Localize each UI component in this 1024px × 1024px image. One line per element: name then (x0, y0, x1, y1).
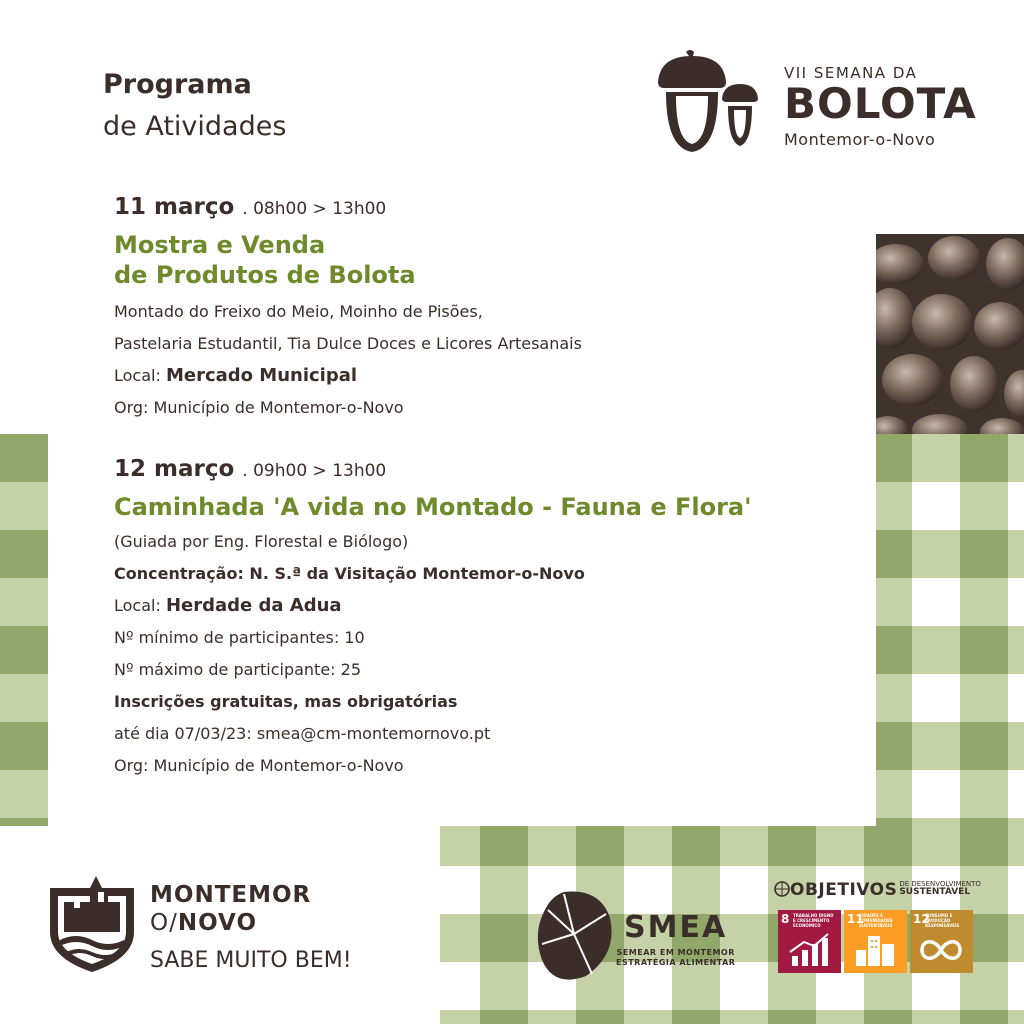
program-title-line2: de Atividades (103, 111, 287, 142)
event-2-registration: Inscrições gratuitas, mas obrigatórias (114, 692, 458, 711)
growth-chart-icon (788, 932, 830, 968)
infinity-loop-icon (920, 932, 962, 968)
event-2-local (114, 590, 585, 622)
seed-icon (534, 884, 614, 984)
acorn-icon (652, 48, 776, 156)
municipality-slogan: SABE MUITO BEM! (150, 948, 352, 973)
event-1-producers-line2: Pastelaria Estudantil, Tia Dulce Doces e Licores Artesanais (114, 334, 582, 353)
smea-tagline (616, 948, 735, 968)
sdg-tile-8-caption: TRABALHO DIGNO E CRESCIMENTO ECONÓMICO (793, 913, 834, 928)
sdg-tile-11-number: 11 (847, 912, 864, 926)
sdg-tile-12 (910, 910, 973, 973)
event-1-title-line2: de Produtos de Bolota (114, 261, 416, 289)
event-2-meeting-point: Concentração: N. S.ª da Visitação Montemor-o-Novo (114, 564, 585, 583)
sdg-tile-12-number: 12 (913, 912, 930, 926)
event-2 (114, 456, 386, 482)
sdg-tile-12-caption: CONSUMO E PRODUÇÃO RESPONSÁVEIS (925, 913, 960, 928)
event-2-deadline: até dia 07/03/23: smea@cm-montemornovo.pt (114, 724, 491, 743)
event-1-date: 11 março (114, 194, 235, 220)
event-2-min-participants: Nº mínimo de participantes: 10 (114, 628, 365, 647)
semana-edition: VII SEMANA DA (784, 64, 918, 82)
event-2-date: 12 março (114, 456, 235, 482)
event-1-local (114, 360, 582, 392)
montemor-logo (46, 862, 406, 982)
event-1-title-line1: Mostra e Venda (114, 231, 326, 259)
event-1-org: Org: Município de Montemor-o-Novo (114, 398, 404, 417)
event-1-details (114, 296, 582, 424)
municipality-name-line1: MONTEMOR (150, 882, 312, 908)
event-2-max-participants: Nº máximo de participante: 25 (114, 660, 361, 679)
city-buildings-icon (854, 932, 896, 968)
sdg-subtitle-line1: DE DESENVOLVIMENTO (899, 880, 981, 888)
event-1-local-value: Mercado Municipal (165, 365, 358, 386)
smea-tagline-line1: SEMEAR EM MONTEMOR (616, 948, 735, 957)
acorns-photo (876, 234, 1024, 434)
un-emblem-icon (774, 881, 790, 897)
event-2-time: . 09h00 > 13h00 (242, 461, 387, 481)
gingham-left (0, 434, 48, 826)
sdg-header (774, 880, 981, 900)
event-2-local-value: Herdade da Adua (165, 595, 342, 616)
sdg-badges (774, 880, 984, 976)
sdg-tile-11-caption: CIDADES E COMUNIDADES SUSTENTÁVEIS (859, 913, 893, 928)
event-1-local-label: Local: (114, 366, 161, 385)
municipality-name-line2 (150, 910, 257, 936)
sdg-subtitle-line2: SUSTENTÁVEL (899, 887, 971, 897)
smea-name: SMEA (624, 910, 728, 945)
sdg-tile-8 (778, 910, 841, 973)
event-1 (114, 194, 386, 220)
acorns-image (876, 234, 1024, 434)
event-1-datetime (114, 194, 386, 220)
event-1-time: . 08h00 > 13h00 (242, 199, 387, 219)
event-2-local-label: Local: (114, 596, 161, 615)
event-2-guide: (Guiada por Eng. Florestal e Biólogo) (114, 532, 409, 551)
sdg-tile-11 (844, 910, 907, 973)
semana-bolota-logo (652, 44, 982, 156)
sdg-tile-8-number: 8 (781, 912, 790, 926)
event-2-datetime (114, 456, 386, 482)
smea-tagline-line2: ESTRATÉGIA ALIMENTAR (616, 958, 736, 967)
semana-location: Montemor-o-Novo (784, 130, 936, 149)
municipality-name-suffix: NOVO (177, 910, 257, 936)
semana-name: BOLOTA (784, 79, 977, 128)
smea-logo (534, 884, 744, 984)
program-title-line1: Programa (103, 69, 252, 100)
event-1-title (114, 230, 416, 290)
event-2-title: Caminhada 'A vida no Montado - Fauna e Flora' (114, 493, 752, 521)
sdg-subtitle (899, 880, 981, 896)
sdg-title: OBJETIVOS (790, 880, 898, 900)
event-1-producers-line1: Montado do Freixo do Meio, Moinho de Pisões, (114, 302, 483, 321)
event-2-details (114, 526, 585, 782)
program-title (103, 64, 286, 148)
event-2-org: Org: Município de Montemor-o-Novo (114, 756, 404, 775)
castle-shield-icon (46, 862, 138, 974)
municipality-name-prefix: O/ (150, 910, 178, 936)
